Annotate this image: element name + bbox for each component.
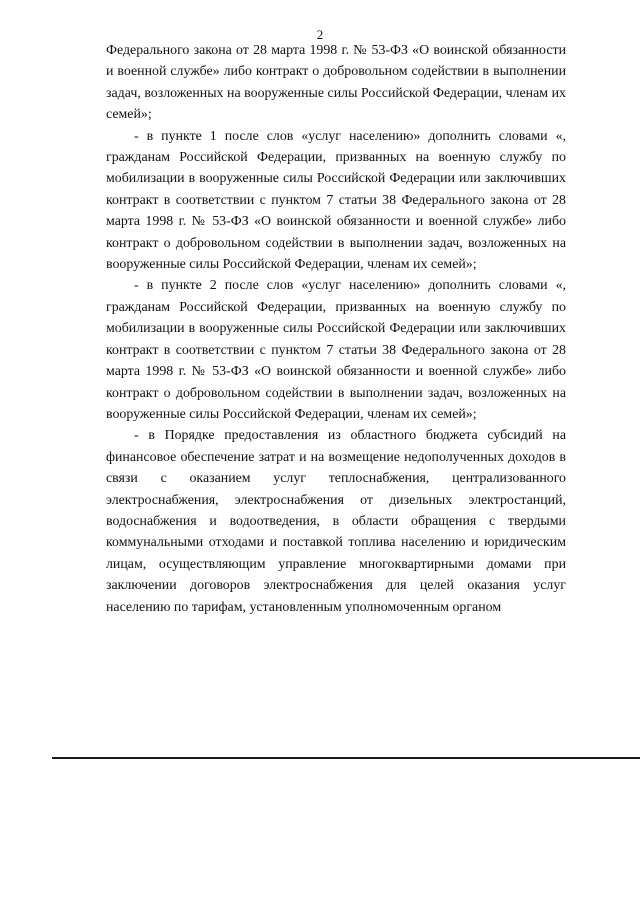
paragraph-2: - в пункте 1 после слов «услуг населению» дополнить словами «, гражданам Российской Федерации, призванных на военную службу по мобилизации в вооруженные силы Российской Федерации или заключивших контракт в соответствии с пунктом 7 статьи 38 Федерального закона от 28 марта 1998 г. № 53-ФЗ «О воинской обязанности и военной службе» либо контракт о добровольном содействии в выполнении задач, возложенных на вооруженные силы Российской Федерации, членам их семей»; [106, 128, 566, 273]
document-body [106, 40, 566, 618]
horizontal-divider [52, 757, 640, 759]
paragraph-3: - в пункте 2 после слов «услуг населению» дополнить словами «, гражданам Российской Федерации, призванных на военную службу по мобилизации в вооруженные силы Российской Федерации или заключивших контракт в соответствии с пунктом 7 статьи 38 Федерального закона от 28 марта 1998 г. № 53-ФЗ «О воинской обязанности и военной службе» либо контракт о добровольном содействии в выполнении задач, возложенных на вооруженные силы Российской Федерации, членам их семей»; [106, 278, 566, 422]
paragraph-1: Федерального закона от 28 марта 1998 г. № 53-ФЗ «О воинской обязанности и военной службе» либо контракт о добровольном содействии в выполнении задач, возложенных на вооруженные силы Российской Федерации, членам их семей»; [106, 43, 566, 123]
page-number: 2 [316, 27, 324, 42]
paragraph-4: - в Порядке предоставления из областного бюджета субсидий на финансовое обеспечение затрат и на возмещение недополученных доходов в связи с оказанием услуг теплоснабжения, централизованного электроснабжения, электроснабжения от дизельных электростанций, водоснабжения и водоотведения, в области обращения с твердыми коммунальными отходами и поставкой топлива населению и юридическим лицам, осуществляющим управление многоквартирными домами при заключении договоров электроснабжения для целей оказания услуг населению по тарифам, установленным уполномоченным органом [106, 428, 566, 615]
